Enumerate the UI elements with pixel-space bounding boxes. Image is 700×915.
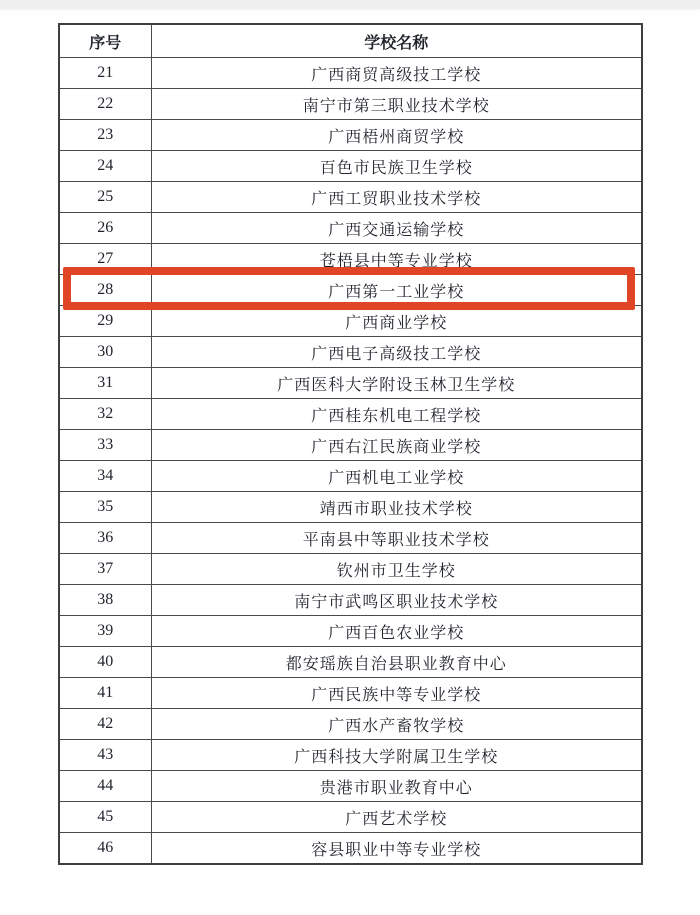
row-number-cell: 27: [59, 244, 151, 275]
school-name-cell: 百色市民族卫生学校: [151, 151, 642, 182]
table-row: [59, 802, 642, 833]
school-name-cell: 广西第一工业学校: [151, 275, 642, 306]
table-row: [59, 833, 642, 865]
school-name-cell: 都安瑶族自治县职业教育中心: [151, 647, 642, 678]
table-row: [59, 492, 642, 523]
row-number-cell: 28: [59, 275, 151, 306]
row-number-cell: 42: [59, 709, 151, 740]
row-number-cell: 37: [59, 554, 151, 585]
table-row: [59, 337, 642, 368]
school-name-cell: 广西民族中等专业学校: [151, 678, 642, 709]
row-number-cell: 32: [59, 399, 151, 430]
row-number-cell: 24: [59, 151, 151, 182]
school-name-cell: 广西梧州商贸学校: [151, 120, 642, 151]
row-number-cell: 36: [59, 523, 151, 554]
school-name-cell: 广西机电工业学校: [151, 461, 642, 492]
table-wrap: [58, 23, 643, 865]
header-cell-school-name: 学校名称: [151, 24, 642, 58]
school-name-cell: 广西右江民族商业学校: [151, 430, 642, 461]
table-row: [59, 213, 642, 244]
table-row: [59, 647, 642, 678]
school-name-cell: 广西商业学校: [151, 306, 642, 337]
school-name-cell: 广西艺术学校: [151, 802, 642, 833]
row-number-cell: 41: [59, 678, 151, 709]
school-name-cell: 容县职业中等专业学校: [151, 833, 642, 865]
table-row: [59, 678, 642, 709]
top-edge-shadow: [0, 0, 700, 9]
row-number-cell: 23: [59, 120, 151, 151]
table-row: [59, 399, 642, 430]
row-number-cell: 33: [59, 430, 151, 461]
table-row: [59, 740, 642, 771]
school-name-cell: 广西交通运输学校: [151, 213, 642, 244]
row-number-cell: 39: [59, 616, 151, 647]
table-row: [59, 58, 642, 89]
header-cell-serial-number: 序号: [59, 24, 151, 58]
row-number-cell: 40: [59, 647, 151, 678]
school-table: [58, 23, 643, 865]
school-table-body: [59, 58, 642, 865]
school-name-cell: 南宁市第三职业技术学校: [151, 89, 642, 120]
row-number-cell: 43: [59, 740, 151, 771]
table-row: [59, 523, 642, 554]
row-number-cell: 21: [59, 58, 151, 89]
school-name-cell: 广西科技大学附属卫生学校: [151, 740, 642, 771]
table-row: [59, 554, 642, 585]
row-number-cell: 38: [59, 585, 151, 616]
row-number-cell: 35: [59, 492, 151, 523]
row-number-cell: 31: [59, 368, 151, 399]
table-row: [59, 275, 642, 306]
row-number-cell: 25: [59, 182, 151, 213]
school-name-cell: 贵港市职业教育中心: [151, 771, 642, 802]
school-name-cell: 广西百色农业学校: [151, 616, 642, 647]
table-row: [59, 430, 642, 461]
table-row: [59, 306, 642, 337]
table-row: [59, 709, 642, 740]
row-number-cell: 46: [59, 833, 151, 865]
table-row: [59, 616, 642, 647]
row-number-cell: 26: [59, 213, 151, 244]
row-number-cell: 44: [59, 771, 151, 802]
table-row: [59, 151, 642, 182]
school-name-cell: 广西商贸高级技工学校: [151, 58, 642, 89]
header-row: [59, 24, 642, 58]
table-row: [59, 89, 642, 120]
school-name-cell: 广西工贸职业技术学校: [151, 182, 642, 213]
school-name-cell: 钦州市卫生学校: [151, 554, 642, 585]
table-row: [59, 368, 642, 399]
table-row: [59, 771, 642, 802]
school-name-cell: 靖西市职业技术学校: [151, 492, 642, 523]
school-name-cell: 广西桂东机电工程学校: [151, 399, 642, 430]
school-name-cell: 广西水产畜牧学校: [151, 709, 642, 740]
row-number-cell: 34: [59, 461, 151, 492]
school-name-cell: 广西电子高级技工学校: [151, 337, 642, 368]
school-name-cell: 苍梧县中等专业学校: [151, 244, 642, 275]
table-row: [59, 182, 642, 213]
table-row: [59, 120, 642, 151]
row-number-cell: 29: [59, 306, 151, 337]
school-name-cell: 广西医科大学附设玉林卫生学校: [151, 368, 642, 399]
table-row: [59, 461, 642, 492]
row-number-cell: 22: [59, 89, 151, 120]
school-name-cell: 平南县中等职业技术学校: [151, 523, 642, 554]
row-number-cell: 45: [59, 802, 151, 833]
row-number-cell: 30: [59, 337, 151, 368]
school-name-cell: 南宁市武鸣区职业技术学校: [151, 585, 642, 616]
table-row: [59, 244, 642, 275]
table-row: [59, 585, 642, 616]
